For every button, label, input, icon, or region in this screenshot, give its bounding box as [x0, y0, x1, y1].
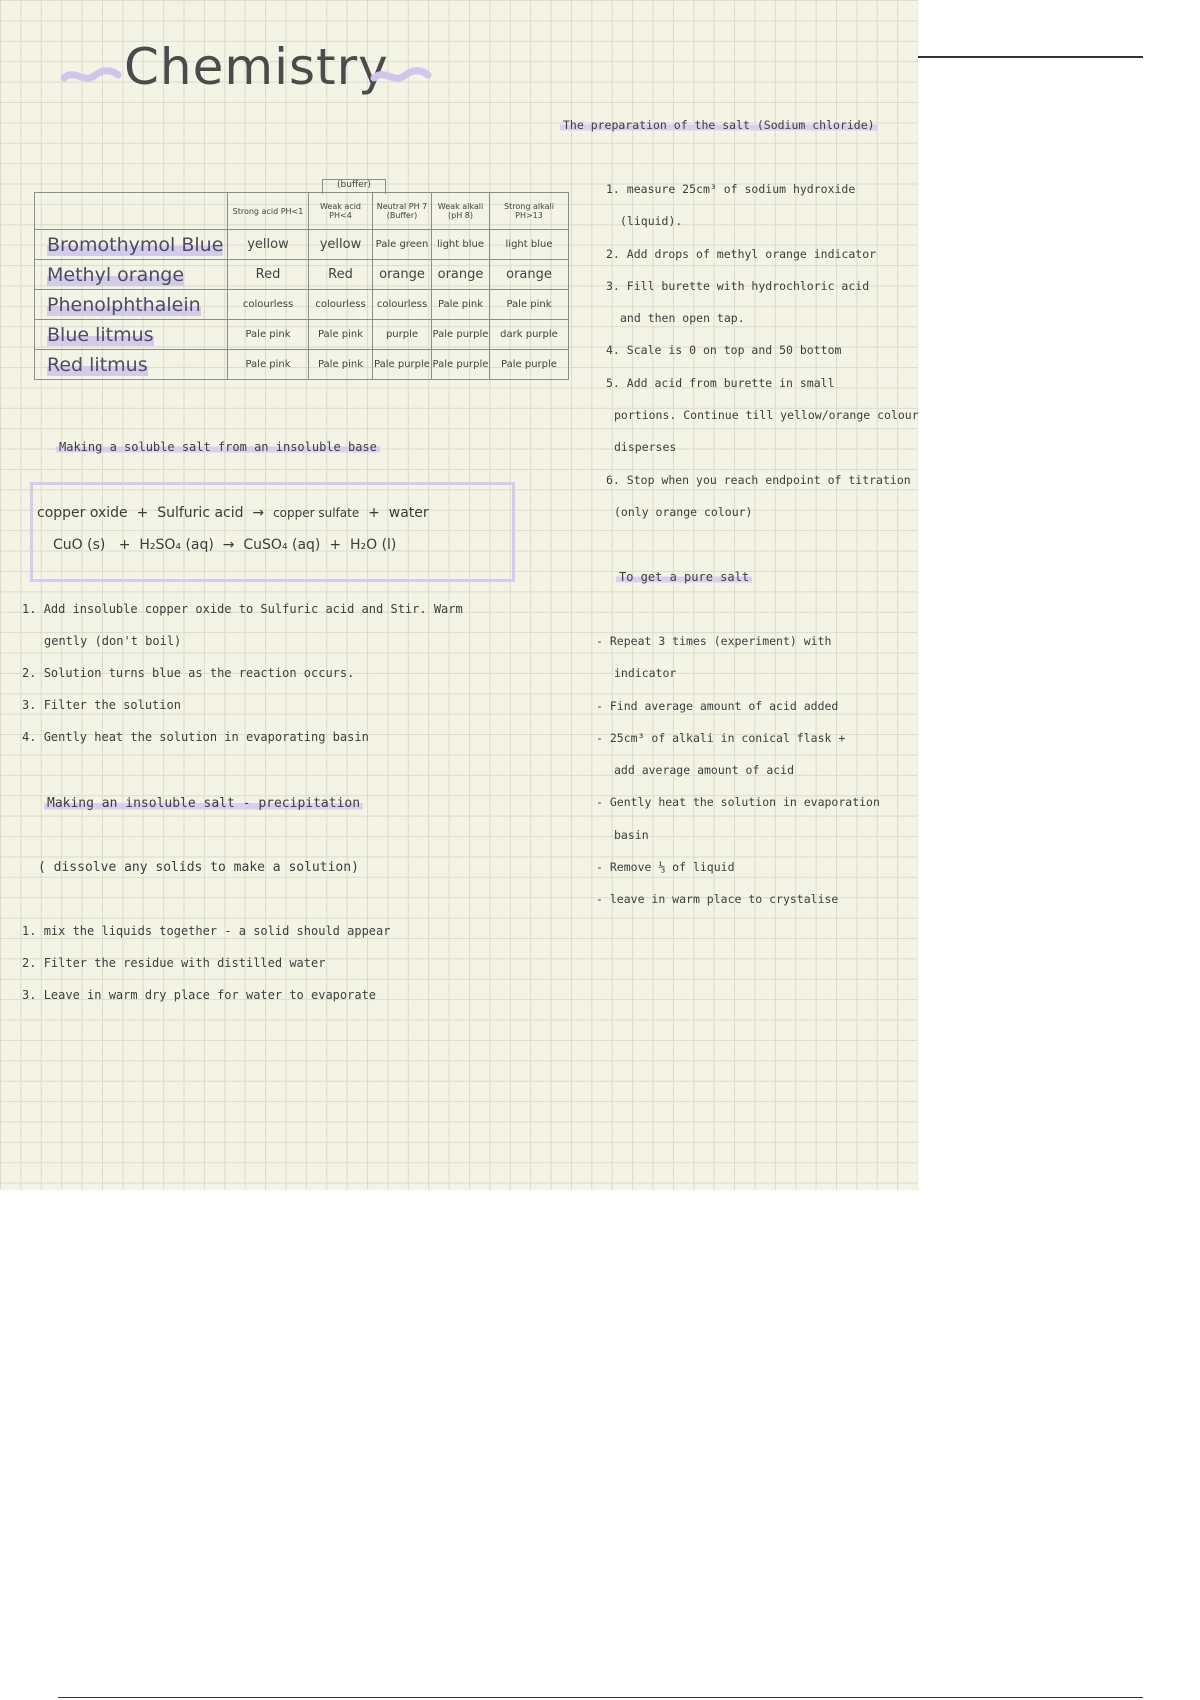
table-header-cell: Strong alkali PH>13 — [490, 193, 569, 230]
list-item: indicator — [614, 666, 677, 681]
page-title: Chemistry — [124, 38, 389, 96]
list-item: and then open tap. — [620, 311, 745, 326]
list-item: 1. mix the liquids together - a solid should appear — [22, 924, 391, 938]
table-header-cell: Weak acid PH<4 — [309, 193, 373, 230]
table-cell: dark purple — [490, 320, 569, 350]
list-item: - Find average amount of acid added — [596, 698, 839, 713]
right-swoosh-decoration — [370, 66, 432, 86]
table-cell: Pale purple — [432, 320, 490, 350]
indicator-name: Phenolphthalein — [35, 290, 228, 320]
list-item: 2. Filter the residue with distilled water — [22, 956, 326, 970]
list-item: (liquid). — [620, 214, 683, 229]
list-item: (only orange colour) — [614, 504, 753, 519]
list-item: basin — [614, 827, 649, 842]
insoluble-note: ( dissolve any solids to make a solution) — [38, 860, 359, 875]
table-row — [35, 260, 569, 290]
list-item: 3. Fill burette with hydrochloric acid — [606, 278, 870, 293]
list-item: portions. Continue till yellow/orange colour — [614, 408, 919, 423]
soluble-steps — [22, 602, 463, 762]
table-cell: Pale pink — [228, 350, 309, 380]
insoluble-steps — [22, 924, 390, 1020]
indicator-name: Red litmus — [35, 350, 228, 380]
pure-salt-heading: To get a pure salt — [616, 570, 752, 584]
word-eq-product-2: water — [388, 505, 429, 521]
left-swoosh-decoration — [60, 66, 122, 86]
list-item: disperses — [614, 440, 677, 455]
table-cell: Pale purple — [373, 350, 432, 380]
list-item: 4. Gently heat the solution in evaporating basin — [22, 730, 369, 744]
sym-eq-arrow: → — [222, 537, 235, 553]
list-item: 1. Add insoluble copper oxide to Sulfuric acid and Stir. Warm — [22, 602, 463, 616]
table-cell: Pale purple — [432, 350, 490, 380]
table-cell: Red — [228, 260, 309, 290]
table-header-cell: Weak alkali (pH 8) — [432, 193, 490, 230]
table-cell: orange — [490, 260, 569, 290]
table-cell: purple — [373, 320, 432, 350]
table-cell: colourless — [373, 290, 432, 320]
list-item: - Gently heat the solution in evaporation — [596, 795, 880, 810]
soluble-salt-heading: Making a soluble salt from an insoluble base — [56, 440, 380, 454]
titration-steps — [606, 182, 919, 537]
word-eq-plus: + — [136, 505, 149, 521]
table-cell: Pale pink — [432, 290, 490, 320]
word-equation — [37, 505, 507, 521]
list-item: 3. Leave in warm dry place for water to evaporate — [22, 988, 377, 1002]
table-header-cell: Strong acid PH<1 — [228, 193, 309, 230]
list-item: add average amount of acid — [614, 763, 795, 778]
word-eq-arrow: → — [252, 505, 265, 521]
table-row — [35, 230, 569, 260]
list-item: 5. Add acid from burette in small — [606, 375, 835, 390]
table-cell: Pale pink — [309, 320, 373, 350]
sym-eq-plus: + — [118, 537, 131, 553]
table-cell: light blue — [432, 230, 490, 260]
top-rule — [918, 56, 1143, 58]
table-row — [35, 290, 569, 320]
table-cell: yellow — [228, 230, 309, 260]
sym-eq-product-2: H₂O (l) — [349, 537, 397, 553]
table-cell: Pale pink — [490, 290, 569, 320]
table-row — [35, 320, 569, 350]
list-item: gently (don't boil) — [44, 634, 182, 648]
symbol-equation — [53, 537, 503, 553]
bottom-rule — [58, 1697, 1143, 1698]
word-eq-reactant-1: copper oxide — [37, 505, 128, 521]
list-item: - 25cm³ of alkali in conical flask + — [596, 730, 846, 745]
list-item: 2. Solution turns blue as the reaction occurs. — [22, 666, 355, 680]
table-header-cell — [35, 193, 228, 230]
table-cell: orange — [373, 260, 432, 290]
list-item: - Remove ⅓ of liquid — [596, 860, 735, 875]
table-cell: Pale pink — [309, 350, 373, 380]
table-header-cell: Neutral PH 7 (Buffer) — [373, 193, 432, 230]
table-cell: Pale purple — [490, 350, 569, 380]
list-item: - leave in warm place to crystalise — [596, 892, 839, 907]
word-eq-product-1: copper sulfate — [273, 506, 360, 520]
table-cell: Pale pink — [228, 320, 309, 350]
equation-box — [30, 482, 515, 582]
table-cell: colourless — [309, 290, 373, 320]
indicator-name: Blue litmus — [35, 320, 228, 350]
list-item: 3. Filter the solution — [22, 698, 181, 712]
list-item: 4. Scale is 0 on top and 50 bottom — [606, 343, 842, 358]
list-item: - Repeat 3 times (experiment) with — [596, 634, 832, 648]
right-heading: The preparation of the salt (Sodium chloride) — [560, 118, 878, 132]
table-cell: colourless — [228, 290, 309, 320]
sym-eq-product-1: CuSO₄ (aq) — [243, 537, 321, 553]
pure-salt-steps — [596, 634, 880, 925]
sym-eq-reactant-1: CuO (s) — [53, 537, 106, 553]
indicator-name: Bromothymol Blue — [35, 230, 228, 260]
table-row — [35, 350, 569, 380]
list-item: 2. Add drops of methyl orange indicator — [606, 246, 877, 261]
word-eq-plus: + — [368, 505, 380, 521]
list-item: 1. measure 25cm³ of sodium hydroxide — [606, 182, 856, 196]
table-cell: orange — [432, 260, 490, 290]
indicator-name: Methyl orange — [35, 260, 228, 290]
table-cell: Pale green — [373, 230, 432, 260]
list-item: 6. Stop when you reach endpoint of titration — [606, 472, 911, 487]
table-cell: Red — [309, 260, 373, 290]
word-eq-reactant-2: Sulfuric acid — [157, 505, 244, 521]
table-cell: yellow — [309, 230, 373, 260]
indicator-table — [34, 192, 569, 380]
insoluble-salt-heading: Making an insoluble salt - precipitation — [44, 796, 363, 811]
table-cell: light blue — [490, 230, 569, 260]
table-header-row — [35, 193, 569, 230]
sym-eq-plus: + — [329, 537, 342, 553]
sym-eq-reactant-2: H₂SO₄ (aq) — [139, 537, 214, 553]
buffer-tag: (buffer) — [322, 179, 386, 194]
